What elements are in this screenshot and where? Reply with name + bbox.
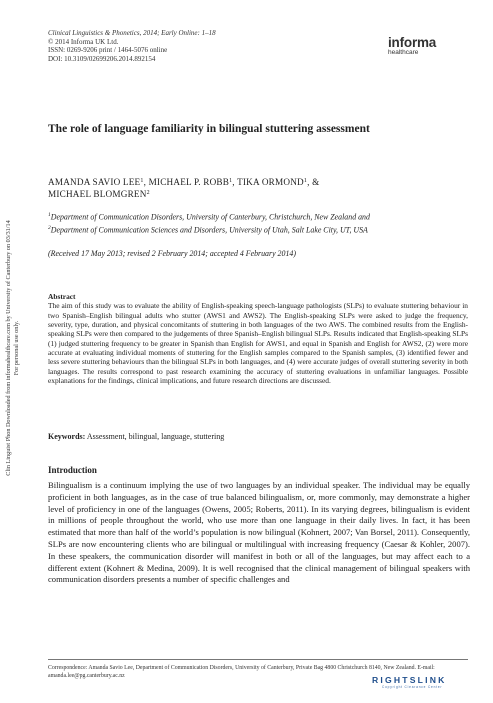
rightslink-logo bbox=[372, 676, 447, 689]
affiliation-marker: 1 bbox=[48, 212, 51, 218]
abstract-text: The aim of this study was to evaluate the ability of English-speaking speech-language pathologists (SLPs) to evaluate stuttering behaviour in two Spanish–English bilingual adults who stutter (AWS1 and AWS2). The English-speaking SLPs were asked to judge the frequency, severity, type, duration, and physical concomitants of stuttering in both languages of the two AWS. The combined results from the English-speaking SLPs were then compared to the judgements of three Spanish–English bilingual SLPs. Results indicated that English-speaking SLPs (1) judged stuttering frequency to be greater in Spanish than English for AWS1, and equal in Spanish and English for AWS2, (2) were more accurate at evaluating individual moments of stuttering for the English samples compared to the Spanish samples, (3) identified fewer and less severe stuttering behaviours than the bilingual SLPs in both languages, and (4) were accurate judges of overall stuttering severity in both languages. The results correspond to past research examining the accuracy of stuttering evaluations in unfamiliar languages. Possible explanations for the findings, clinical implications, and future research directions are discussed. bbox=[48, 301, 468, 386]
affiliation-text: Department of Communication Sciences and Disorders, University of Utah, Salt Lake City, UT, USA bbox=[50, 225, 368, 235]
received-dates: (Received 17 May 2013; revised 2 February 2014; accepted 4 February 2014) bbox=[48, 249, 296, 258]
author-name: MICHAEL BLOMGREN bbox=[48, 188, 147, 199]
abstract-heading: Abstract bbox=[48, 292, 76, 301]
download-stamp bbox=[0, 0, 24, 703]
footnote-rule bbox=[48, 659, 468, 660]
publisher-logo-name: informa bbox=[388, 35, 437, 50]
journal-info bbox=[48, 29, 216, 63]
keywords bbox=[48, 432, 468, 441]
journal-issn: ISSN: 0269-9206 print / 1464-5076 online bbox=[48, 46, 168, 55]
author-name: AMANDA SAVIO LEE bbox=[48, 177, 141, 187]
download-stamp-text bbox=[5, 63, 21, 633]
rightslink-logo-sub: Copyright Clearance Center bbox=[382, 685, 443, 689]
download-stamp-line1: Clin Linguist Phon Downloaded from informahealthcare.com by University of Canterbury on 03/31/14 bbox=[5, 220, 12, 476]
introduction-heading: Introduction bbox=[48, 465, 97, 475]
keywords-text: Assessment, bilingual, language, stuttering bbox=[86, 432, 225, 441]
affiliation-marker: 2 bbox=[48, 224, 51, 231]
affiliation-line bbox=[48, 210, 478, 223]
journal-citation: Clinical Linguistics & Phonetics, 2014; Early Online: 1–18 bbox=[48, 29, 216, 37]
rightslink-logo-name: RIGHTSLINK bbox=[372, 675, 447, 685]
author-affil-marker: 1 bbox=[140, 178, 144, 184]
author-name: MICHAEL P. ROBB bbox=[148, 177, 230, 187]
author-affil-marker: 1 bbox=[303, 178, 308, 184]
correspondence-note: Correspondence: Amanda Savio Lee, Department of Communication Disorders, University of Canterbury, Private Bag 4800 Christchurch 8140, New Zealand. E-mail: amanda.lee@pg.canterbury.ac.nz bbox=[48, 665, 435, 679]
publisher-logo bbox=[388, 36, 436, 57]
author-list: AMANDA SAVIO LEE$^1$, MICHAEL P. ROBB$^1$, TIKA ORMOND$^1$, & MICHAEL BLOMGREN$^2$ bbox=[48, 177, 320, 199]
journal-doi: DOI: 10.3109/02699206.2014.892154 bbox=[48, 54, 156, 63]
author-name: TIKA ORMOND bbox=[237, 177, 304, 187]
keywords-label: Keywords: bbox=[48, 432, 86, 441]
author-affil-marker: 1 bbox=[229, 178, 233, 184]
introduction-text: Bilingualism is a continuum implying the use of two languages by an individual speaker. The individual may be equally proficient in both languages, as in the case of true balanced bilingualism, or, more commonly, may demonstrate a higher level of proficiency in one of the languages (Owens, 2005; Roberts, 2011). In its varying degrees, bilingualism is evident in millions of people throughout the world, who use more than one language in their daily lives. In fact, it has been estimated that more than half of the world’s population is now bilingual (Kohnert, 2007; Van Borsel, 2011). Consequently, SLPs are now encountering clients who are bilingual or multilingual with increasing frequency (Caesar & Kohler, 2007). In these speakers, the communication disorder will manifest in both or all of the languages, but may affect each to a different extent (Kohnert & Medina, 2009). It is well recognised that the clinical management of bilingual speakers with communication disorders presents a number of specific challenges and bbox=[48, 480, 470, 585]
article-title: The role of language familiarity in bilingual stuttering assessment bbox=[48, 123, 370, 135]
author-affil-marker: 2 bbox=[146, 189, 150, 196]
publisher-logo-sub: healthcare bbox=[388, 49, 419, 56]
download-stamp-line2: For personal use only. bbox=[13, 320, 20, 376]
journal-copyright: © 2014 Informa UK Ltd. bbox=[48, 37, 119, 46]
affiliations bbox=[48, 210, 478, 235]
affiliation-line bbox=[48, 223, 478, 236]
affiliation-text: Department of Communication Disorders, University of Canterbury, Christchurch, New Zealand and bbox=[50, 212, 370, 222]
abstract bbox=[48, 292, 468, 385]
